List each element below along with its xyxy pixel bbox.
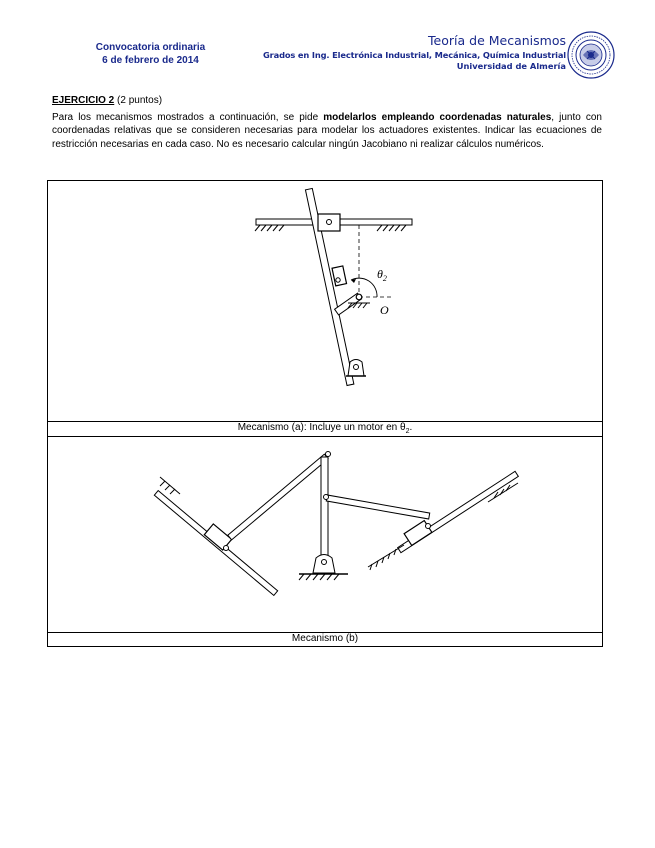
right-link <box>326 495 429 519</box>
theta-label: $\theta_2$ <box>377 267 387 283</box>
statement-part-2: , junto con coordenadas relativas que se consideren necesarias para modelar los actuadores existentes. Indicar las ecuaciones de restricción necesarias en cada caso. No es necesario calcular ningún Jacobiano ni realizar cálculos numéricos. <box>52 112 602 150</box>
exercise-points: (2 puntos) <box>117 95 163 106</box>
statement-part-1: Para los mecanismos mostrados a continuación, se pide <box>52 112 324 123</box>
caption-b: Mecanismo (b) <box>291 633 359 644</box>
collar <box>332 266 347 286</box>
course-header <box>263 33 566 72</box>
mechanism-b-drawing <box>48 437 604 632</box>
figures-frame <box>47 180 603 647</box>
left-link <box>228 454 328 540</box>
exercise-statement <box>52 111 602 151</box>
exercise-heading <box>52 95 162 106</box>
exam-date: 6 de febrero de 2014 <box>102 55 199 66</box>
university-name: Universidad de Almería <box>456 61 566 71</box>
bottom-support-b <box>299 555 348 581</box>
university-seal-logo <box>567 31 615 79</box>
exercise-label: EJERCICIO 2 <box>52 95 115 106</box>
exam-session-header <box>78 41 223 67</box>
origin-label: O <box>380 303 389 317</box>
vertical-rod <box>321 457 328 557</box>
degrees-line: Grados en Ing. Electrónica Industrial, Mecánica, Química Industrial <box>263 50 566 60</box>
exam-session: Convocatoria ordinaria <box>95 42 206 53</box>
right-guide-hatch <box>368 483 518 570</box>
caption-a: Mecanismo (a): Incluye un motor en $\theta_2$. <box>237 422 413 435</box>
statement-bold: modelarlos empleando coordenadas naturales <box>323 112 552 123</box>
pivot-o <box>356 294 362 300</box>
course-title: Teoría de Mecanismos <box>428 33 566 48</box>
mechanism-a-drawing <box>48 181 604 421</box>
